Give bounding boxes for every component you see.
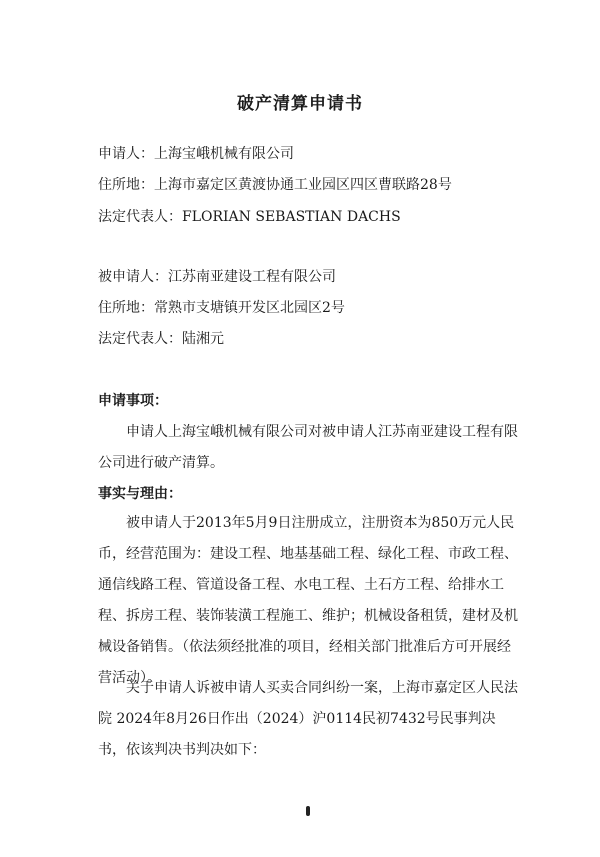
applicant-name: 申请人：上海宝峨机械有限公司 <box>98 146 294 162</box>
respondent-name: 被申请人：江苏南亚建设工程有限公司 <box>98 269 336 285</box>
applicant-legal-rep: 法定代表人：FLORIAN SEBASTIAN DACHS <box>98 209 401 225</box>
respondent-legal-rep: 法定代表人：陆湘元 <box>98 331 224 347</box>
page-mark <box>306 806 310 816</box>
request-heading: 申请事项： <box>98 393 168 409</box>
facts-paragraph-2: 关于申请人诉被申请人买卖合同纠纷一案，上海市嘉定区人民法院 2024年8月26日作出（2024）沪0114民初7432号民事判决书，依该判决书判决如下： <box>98 680 518 758</box>
respondent-address: 住所地：常熟市支塘镇开发区北园区2号 <box>98 300 345 316</box>
request-text: 申请人上海宝峨机械有限公司对被申请人江苏南亚建设工程有限公司进行破产清算。 <box>98 424 518 471</box>
facts-paragraph-1: 被申请人于2013年5月9日注册成立，注册资本为850万元人民币，经营范围为：建设工程、地基基础工程、绿化工程、市政工程、通信线路工程、管道设备工程、水电工程、土石方工程、给排水工程、拆房工程、装饰装潢工程施工、维护；机械设备租赁，建材及机械设备销售。（依法须经批准的项目，经相关部门批准后方可开展经营活动）。 <box>98 515 518 686</box>
applicant-address: 住所地：上海市嘉定区黄渡协通工业园区四区曹联路28号 <box>98 177 452 193</box>
document-title: 破产清算申请书 <box>237 94 363 114</box>
facts-heading: 事实与理由： <box>98 486 182 502</box>
